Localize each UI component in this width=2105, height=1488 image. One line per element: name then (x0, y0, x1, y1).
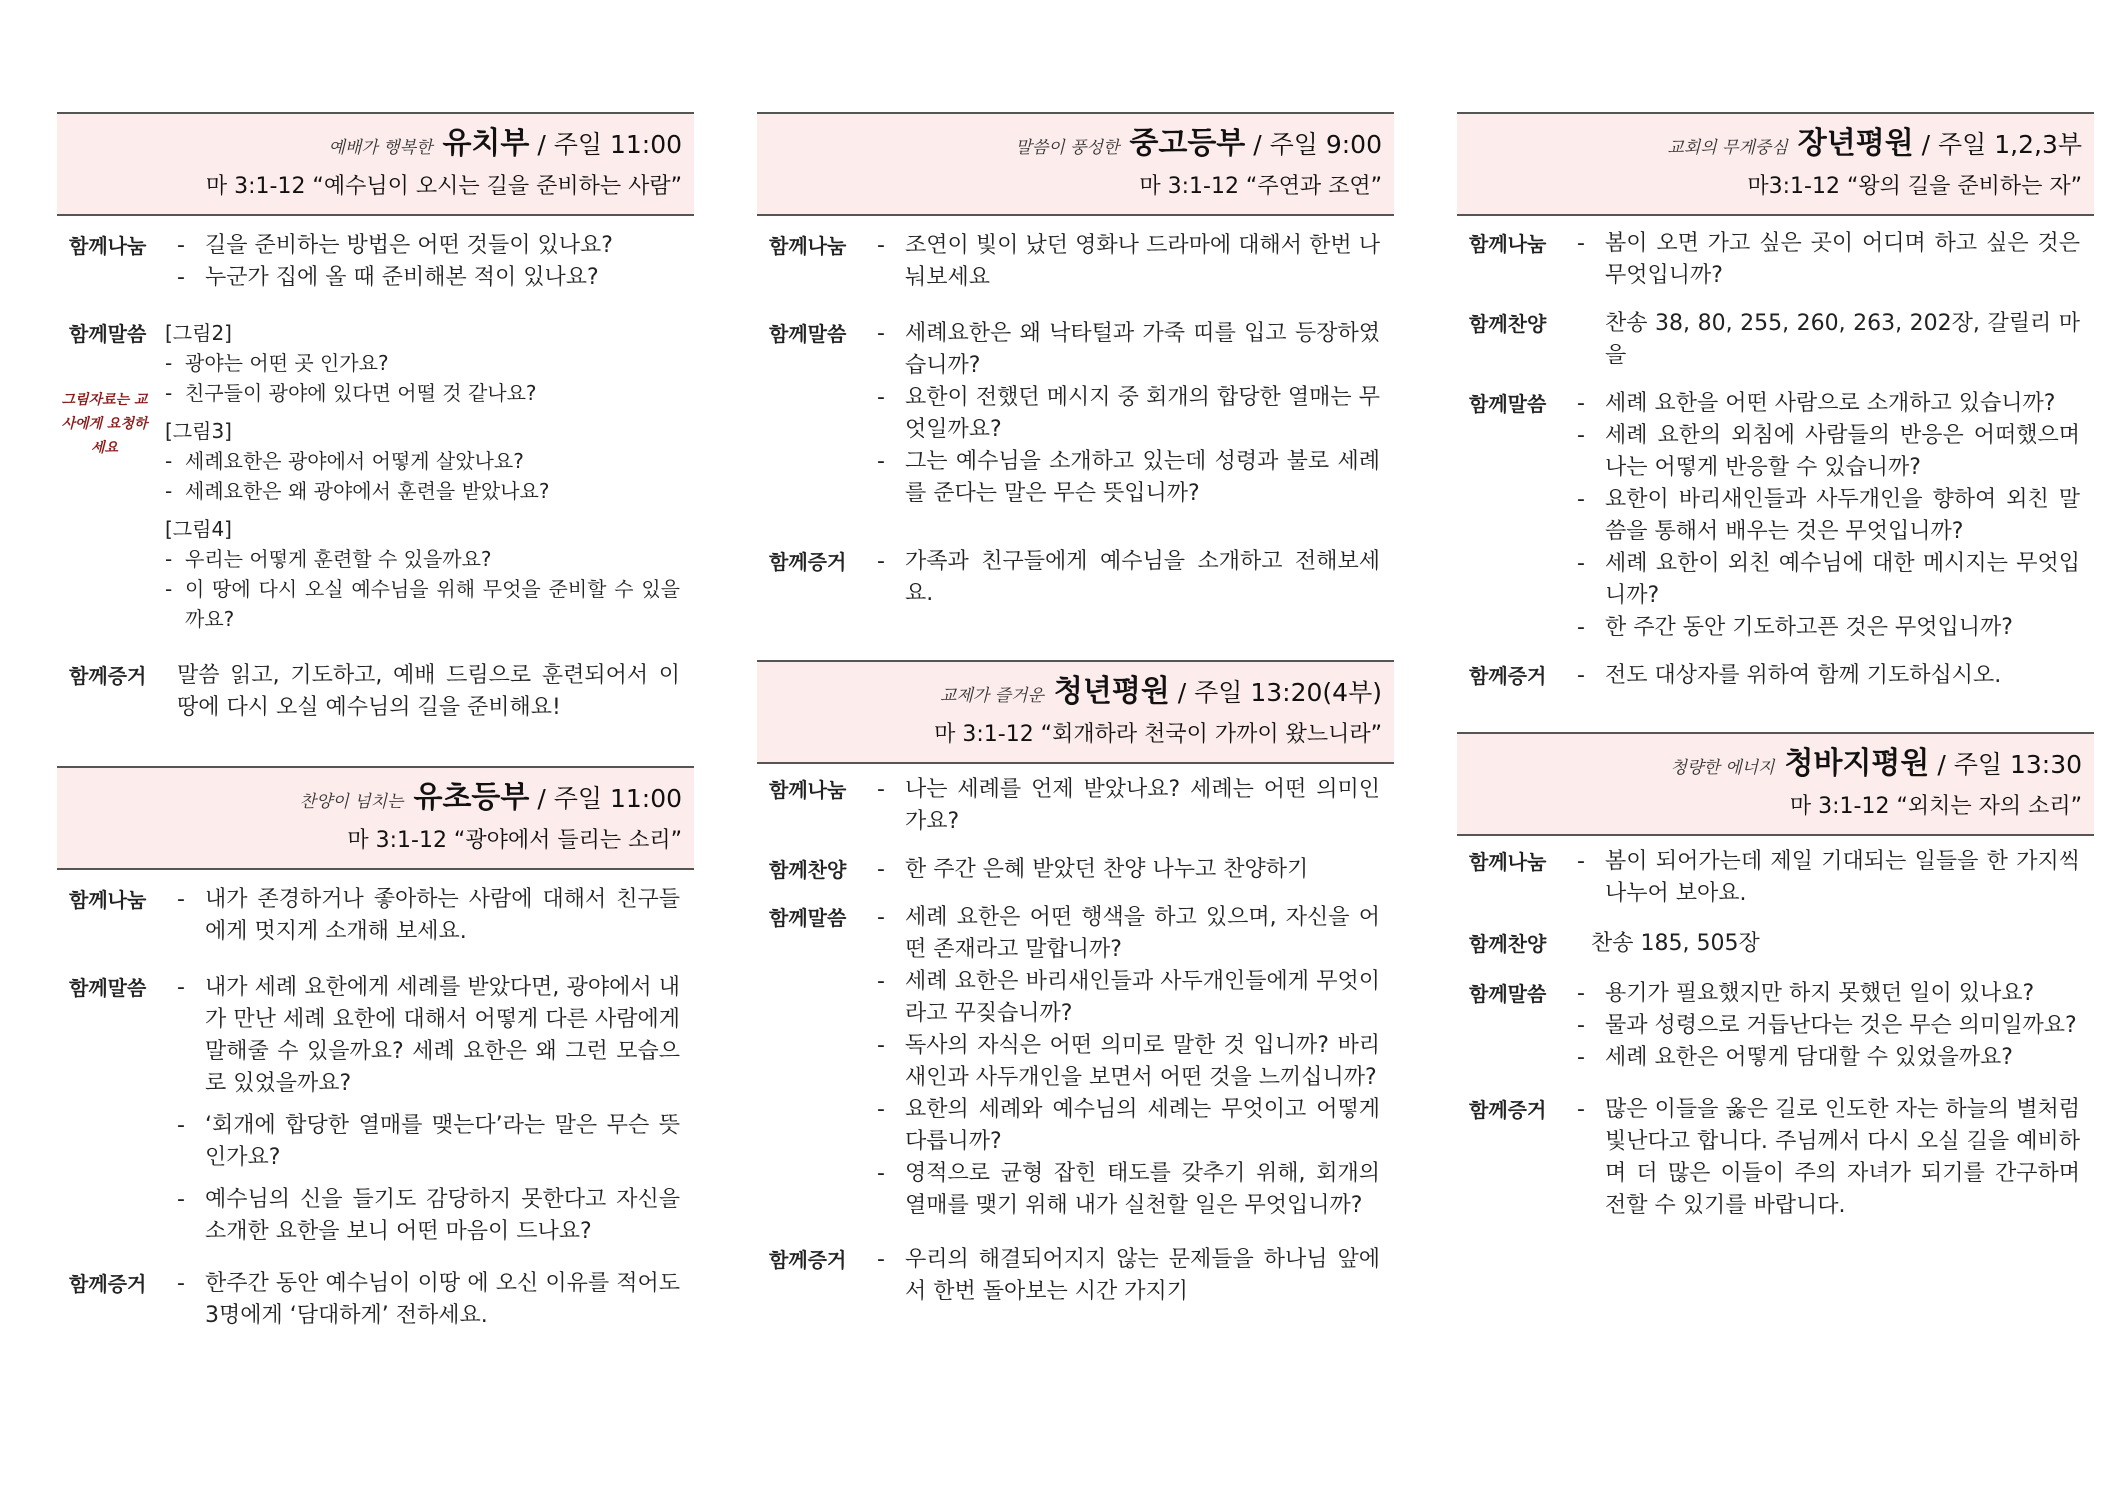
elementary-share (57, 884, 694, 948)
list-item: - 한주간 동안 예수님이 이땅 에 오신 이유를 적어도 3명에게 ‘담대하게’ 전하세요. (177, 1271, 680, 1328)
list-item: - 세례요한은 광야에서 어떻게 살았나요? (165, 449, 524, 473)
elementary-header (57, 766, 694, 870)
young-adult-witness (757, 1244, 1394, 1308)
senior-dept: 장년평원 (1797, 126, 1914, 161)
blue-jeans-word (1457, 978, 2094, 1074)
list-item: - 이 땅에 다시 오실 예수님을 위해 무엇을 준비할 수 있을까요? (165, 577, 680, 631)
kinder-dept: 유치부 (442, 126, 530, 161)
senior-section (1457, 112, 2094, 692)
figure-group (165, 514, 680, 634)
youth-header (757, 112, 1394, 216)
list-item: - 세례 요한은 어떻게 담대할 수 있었을까요? (1577, 1045, 2013, 1070)
blue-jeans-header (1457, 732, 2094, 836)
senior-praise (1457, 308, 2094, 372)
section-label: 함께증거 (769, 550, 847, 574)
list-item: - 요한이 전했던 메시지 중 회개의 합당한 열매는 무엇일까요? (877, 385, 1380, 442)
figure-title: [그림3] (165, 419, 232, 443)
youth-dept: 중고등부 (1129, 126, 1246, 161)
youth-section (757, 112, 1394, 610)
list-item: - 누군가 집에 올 때 준비해본 적이 있나요? (177, 265, 599, 290)
blue-jeans-praise (1457, 928, 2094, 960)
young-adult-share (757, 774, 1394, 838)
list-item: - ‘회개에 합당한 열매를 맺는다’라는 말은 무슨 뜻인가요? (177, 1113, 680, 1170)
list-item: - 많은 이들을 옳은 길로 인도한 자는 하늘의 별처럼 빛난다고 합니다. 주님께서 다시 오실 길을 예비하며 더 많은 이들이 주의 자녀가 되기를 간구하며 전할 수 있기를 바랍니다. (1577, 1097, 2080, 1218)
senior-verse: 마3:1-12 “왕의 길을 준비하는 자” (1747, 174, 2082, 199)
kinder-verse: 마 3:1-12 “예수님이 오시는 길을 준비하는 사람” (205, 174, 682, 199)
list-item: - 우리는 어떻게 훈련할 수 있을까요? (165, 547, 492, 571)
column-3 (1457, 112, 2094, 1222)
list-item: - 세례요한은 왜 낙타털과 가죽 띠를 입고 등장하였습니까? (877, 321, 1380, 378)
figure-group (165, 318, 680, 408)
list-item: - 세례요한은 왜 광야에서 훈련을 받았나요? (165, 479, 550, 503)
blue-jeans-verse: 마 3:1-12 “외치는 자의 소리” (1789, 794, 2082, 819)
section-label: 함께말씀 (769, 322, 847, 346)
section-label: 함께찬양 (1469, 932, 1547, 956)
young-adult-praise (757, 854, 1394, 886)
young-adult-section (757, 660, 1394, 1308)
list-item: - 요한의 세례와 예수님의 세례는 무엇이고 어떻게 다릅니까? (877, 1097, 1380, 1154)
kinder-section (57, 112, 694, 724)
figure-title: [그림4] (165, 517, 232, 541)
list-item: - 세례 요한이 외친 예수님에 대한 메시지는 무엇입니까? (1577, 551, 2080, 608)
blue-jeans-time: / 주일 13:30 (1929, 750, 2082, 779)
young-adult-tagline: 교제가 즐거운 (939, 686, 1044, 706)
column-1 (57, 112, 694, 1332)
list-item: - 예수님의 신을 들기도 감당하지 못한다고 자신을 소개한 요한을 보니 어떤 마음이 드나요? (177, 1187, 680, 1244)
young-adult-dept: 청년평원 (1053, 674, 1170, 709)
figure-group (165, 416, 680, 506)
list-item: - 나는 세례를 언제 받았나요? 세례는 어떤 의미인가요? (877, 777, 1380, 834)
praise-text: 찬송 185, 505장 (1591, 931, 1760, 956)
youth-tagline: 말씀이 풍성한 (1015, 138, 1120, 158)
list-item: - 내가 존경하거나 좋아하는 사람에 대해서 친구들에게 멋지게 소개해 보세요. (177, 887, 680, 944)
young-adult-time: / 주일 13:20(4부) (1169, 678, 1382, 707)
senior-time: / 주일 1,2,3부 (1913, 130, 2082, 159)
kinder-header (57, 112, 694, 216)
elementary-time: / 주일 11:00 (529, 784, 682, 813)
section-label: 함께찬양 (769, 858, 847, 882)
elementary-verse: 마 3:1-12 “광야에서 들리는 소리” (347, 828, 682, 853)
list-item: - 독사의 자식은 어떤 의미로 말한 것 입니까? 바리새인과 사두개인을 보면서 어떤 것을 느끼십니까? (877, 1033, 1380, 1090)
section-label: 함께말씀 (1469, 982, 1547, 1006)
elementary-section (57, 766, 694, 1332)
list-item: - 광야는 어떤 곳 인가요? (165, 351, 389, 375)
list-item: - 봄이 되어가는데 제일 기대되는 일들을 한 가지씩 나누어 보아요. (1577, 849, 2080, 906)
youth-time: / 주일 9:00 (1245, 130, 1382, 159)
list-item: - 영적으로 균형 잡힌 태도를 갖추기 위해, 회개의 열매를 맺기 위해 내가 실천할 일은 무엇입니까? (877, 1161, 1380, 1218)
section-label: 함께나눔 (1469, 232, 1547, 256)
senior-witness (1457, 660, 2094, 692)
section-label: 함께말씀 (769, 906, 847, 930)
section-label: 함께나눔 (1469, 850, 1547, 874)
section-label: 함께말씀 (69, 322, 147, 346)
list-item: - 조연이 빛이 났던 영화나 드라마에 대해서 한번 나눠보세요 (877, 233, 1380, 290)
blue-jeans-section (1457, 732, 2094, 1222)
section-label: 함께말씀 (69, 976, 147, 1000)
youth-verse: 마 3:1-12 “주연과 조연” (1139, 174, 1382, 199)
youth-share (757, 230, 1394, 294)
section-label: 함께증거 (69, 1272, 147, 1296)
senior-word (1457, 388, 2094, 644)
blue-jeans-witness (1457, 1094, 2094, 1222)
list-item: - 우리의 해결되어지지 않는 문제들을 하나님 앞에서 한번 돌아보는 시간 가지기 (877, 1247, 1380, 1304)
blue-jeans-tagline: 청량한 에너지 (1670, 758, 1775, 778)
senior-share (1457, 228, 2094, 292)
section-label: 함께증거 (1469, 664, 1547, 688)
elementary-tagline: 찬양이 넘치는 (299, 792, 404, 812)
section-label: 함께말씀 (1469, 392, 1547, 416)
senior-tagline: 교회의 무게중심 (1667, 138, 1788, 158)
list-item: - 요한이 바리새인들과 사두개인을 향하여 외친 말씀을 통해서 배우는 것은 무엇입니까? (1577, 487, 2080, 544)
list-item: - 한 주간 은혜 받았던 찬양 나누고 찬양하기 (877, 857, 1309, 882)
praise-text: 찬송 38, 80, 255, 260, 263, 202장, 갈릴리 마을 (1605, 311, 2080, 368)
blue-jeans-share (1457, 846, 2094, 910)
list-item: - 물과 성령으로 거듭난다는 것은 무슨 의미일까요? (1577, 1013, 2077, 1038)
kinder-word (57, 318, 694, 634)
section-label: 함께증거 (769, 1248, 847, 1272)
section-label: 함께나눔 (769, 778, 847, 802)
list-item: - 봄이 오면 가고 싶은 곳이 어디며 하고 싶은 것은 무엇입니까? (1577, 231, 2080, 288)
teacher-note: 그림자료는 교사에게 요청하세요 (61, 392, 148, 456)
youth-word (757, 318, 1394, 510)
list-item: - 친구들이 광야에 있다면 어떨 것 같나요? (165, 381, 537, 405)
list-item: - 한 주간 동안 기도하고픈 것은 무엇입니까? (1577, 615, 2013, 640)
young-adult-header (757, 660, 1394, 764)
figure-title: [그림2] (165, 321, 232, 345)
elementary-witness (57, 1268, 694, 1332)
list-item: - 세례 요한은 어떤 행색을 하고 있으며, 자신을 어떤 존재라고 말합니까? (877, 905, 1380, 962)
senior-header (1457, 112, 2094, 216)
list-item: - 가족과 친구들에게 예수님을 소개하고 전해보세요. (877, 549, 1380, 606)
witness-text: 말씀 읽고, 기도하고, 예배 드림으로 훈련되어서 이 땅에 다시 오실 예수님의 길을 준비해요! (177, 663, 680, 720)
elementary-dept: 유초등부 (413, 780, 530, 815)
young-adult-verse: 마 3:1-12 “회개하라 천국이 가까이 왔느니라” (934, 722, 1382, 747)
list-item: - 세례 요한은 바리새인들과 사두개인들에게 무엇이라고 꾸짖습니까? (877, 969, 1380, 1026)
section-label: 함께나눔 (769, 234, 847, 258)
list-item: - 전도 대상자를 위하여 함께 기도하십시오. (1577, 663, 2002, 688)
youth-witness (757, 546, 1394, 610)
column-2 (757, 112, 1394, 1308)
kinder-time: / 주일 11:00 (529, 130, 682, 159)
list-item: - 용기가 필요했지만 하지 못했던 일이 있나요? (1577, 981, 2035, 1006)
section-label: 함께나눔 (69, 888, 147, 912)
list-item: - 내가 세례 요한에게 세례를 받았다면, 광야에서 내가 만난 세례 요한에 대해서 어떻게 다른 사람에게 말해줄 수 있을까요? 세례 요한은 왜 그런 모습으로 있었을까요? (177, 975, 680, 1096)
kinder-share (57, 230, 694, 294)
section-label: 함께찬양 (1469, 312, 1547, 336)
list-item: - 그는 예수님을 소개하고 있는데 성령과 불로 세례를 준다는 말은 무슨 뜻입니까? (877, 449, 1380, 506)
list-item: - 세례 요한의 외침에 사람들의 반응은 어떠했으며 나는 어떻게 반응할 수 있습니까? (1577, 423, 2080, 480)
list-item: - 길을 준비하는 방법은 어떤 것들이 있나요? (177, 233, 613, 258)
young-adult-word (757, 902, 1394, 1222)
section-label: 함께증거 (1469, 1098, 1547, 1122)
elementary-word (57, 972, 694, 1248)
kinder-witness (57, 660, 694, 724)
kinder-tagline: 예배가 행복한 (328, 138, 433, 158)
section-label: 함께나눔 (69, 234, 147, 258)
blue-jeans-dept: 청바지평원 (1784, 746, 1930, 781)
section-label: 함께증거 (69, 664, 147, 688)
list-item: - 세례 요한을 어떤 사람으로 소개하고 있습니까? (1577, 391, 2056, 416)
